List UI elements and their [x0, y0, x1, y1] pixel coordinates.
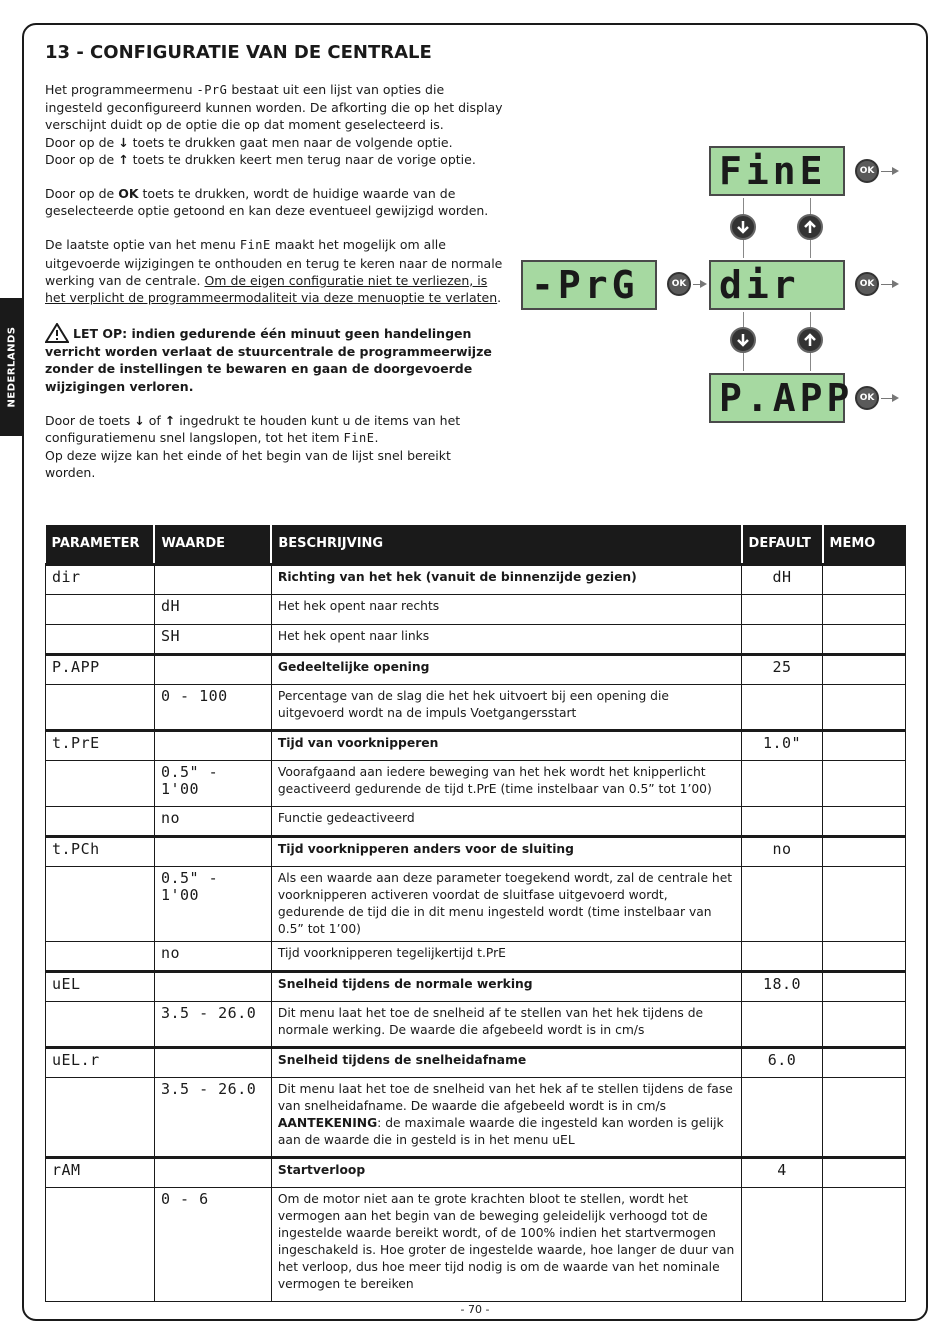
column-header-waarde: WAARDE [154, 525, 271, 564]
parameter-cell: dir [46, 564, 155, 594]
page-number: - 70 - [460, 1303, 490, 1316]
table-row [46, 1001, 906, 1047]
intro-paragraph-2 [45, 185, 505, 219]
column-header-default: DEFAULT [742, 525, 823, 564]
description-text: Voorafgaand aan iedere beweging van het hek wordt het knipperlicht geactiveerd gedurende de tijd t.PrE (time instelbaar van 0.5” tot 1’00) [277, 764, 712, 796]
description-cell [271, 760, 741, 806]
description-cell [271, 1187, 741, 1301]
parameter-cell: uEL.r [46, 1047, 155, 1077]
note-label: AANTEKENING [277, 1115, 378, 1130]
value-cell [154, 564, 271, 594]
memo-cell [823, 836, 906, 866]
table-row [46, 684, 906, 730]
table-row [46, 806, 906, 836]
default-cell [742, 624, 823, 654]
menu-code: FinE [239, 238, 271, 253]
memo-cell [823, 1187, 906, 1301]
table-row [46, 1077, 906, 1157]
table-row [46, 1157, 906, 1187]
memo-cell [823, 866, 906, 941]
description-cell [271, 564, 741, 594]
intro-text-fragment: toets te drukken, wordt de huidige waarde van de geselecteerde optie getoond en kan deze eventueel gewijzigd worden. [45, 186, 489, 219]
description-cell [271, 684, 741, 730]
intro-text-fragment: of [144, 412, 165, 428]
default-cell [742, 941, 823, 971]
description-text: Snelheid tijdens de snelheidafname [277, 1052, 527, 1067]
description-cell [271, 836, 741, 866]
arrow-up-icon: ↑ [164, 412, 176, 428]
memo-cell [823, 760, 906, 806]
description-text: Percentage van de slag die het hek uitvoert bij een opening die uitgevoerd wordt na de impuls Voetgangersstart [277, 688, 669, 720]
parameter-cell: P.APP [46, 654, 155, 684]
description-text: Het hek opent naar links [277, 628, 430, 643]
value-cell [154, 971, 271, 1001]
warning-text: LET OP: indien gedurende één minuut geen handelingen verricht worden verlaat de stuurcentrale de programmeerwijze zonder de instellingen te bewaren en gaan de doorgevoerde wijzigingen verloren. [45, 326, 492, 394]
value-cell [154, 654, 271, 684]
default-cell: 6.0 [742, 1047, 823, 1077]
default-cell: 1.0" [742, 730, 823, 760]
parameter-cell: rAM [46, 1157, 155, 1187]
description-text: Dit menu laat het toe de snelheid af te stellen van het hek tijdens de normale werking. De waarde die afgebeeld wordt is in cm/s [277, 1005, 704, 1037]
description-cell [271, 941, 741, 971]
memo-cell [823, 941, 906, 971]
parameter-cell [46, 760, 155, 806]
default-cell [742, 684, 823, 730]
parameter-cell [46, 1077, 155, 1157]
default-cell [742, 866, 823, 941]
ok-button-icon: OK [855, 386, 879, 410]
value-cell [154, 1157, 271, 1187]
memo-cell [823, 730, 906, 760]
description-text: Functie gedeactiveerd [277, 810, 415, 825]
description-cell [271, 1157, 741, 1187]
up-button-icon [797, 214, 823, 240]
intro-text-fragment: bestaat uit een lijst van opties die ingesteld geconfigureerd kunnen worden. De afkorting die op het display verschijnt duidt op de optie die op dat moment geselecteerd is. [45, 82, 503, 133]
lcd-display-papp: P.APP [709, 373, 845, 423]
note-text: : de maximale waarde die ingesteld kan worden is gelijk aan de waarde die in gesteld is in het menu uEL [277, 1115, 724, 1147]
ok-button-icon: OK [855, 159, 879, 183]
warning-paragraph [45, 323, 505, 395]
memo-cell [823, 624, 906, 654]
column-header-memo: MEMO [823, 525, 906, 564]
intro-text-fragment: toets te drukken gaat men naar de volgende optie. [128, 134, 453, 150]
value-cell: 0 - 6 [154, 1187, 271, 1301]
intro-text [45, 81, 505, 499]
parameter-table [45, 525, 906, 1302]
intro-text-fragment: ingedrukt te houden kunt u de items van het configuratiemenu snel langslopen, tot het item [45, 412, 461, 446]
intro-text-fragment: . [374, 430, 379, 446]
memo-cell [823, 594, 906, 624]
intro-text-fragment: Op deze wijze kan het einde of het begin van de lijst snel bereikt worden. [45, 448, 451, 481]
parameter-cell [46, 806, 155, 836]
value-cell: SH [154, 624, 271, 654]
arrow-down-icon: ↓ [134, 412, 145, 428]
description-text: Als een waarde aan deze parameter toegekend wordt, zal de centrale het voorknipperen activeren voordat de sluitfase uitgevoerd wordt, gedurende de tijd die in dit menu ingesteld wordt (time instelbaar van 0.5” tot 1’00) [277, 870, 733, 936]
memo-cell [823, 1001, 906, 1047]
table-row [46, 941, 906, 971]
value-cell: no [154, 941, 271, 971]
table-row [46, 971, 906, 1001]
table-header-row [46, 525, 906, 564]
value-cell: dH [154, 594, 271, 624]
value-cell: no [154, 806, 271, 836]
parameter-cell [46, 594, 155, 624]
description-text: Het hek opent naar rechts [277, 598, 440, 613]
lcd-display-prg: -PrG [521, 260, 657, 310]
description-text: Om de motor niet aan te grote krachten bloot te stellen, wordt het vermogen aan het begin van de beweging geleidelijk verhoogd tot de ingestelde waarde bereikt wordt, of de 100% indien het startvermogen ingeschakeld is. Hoe groter de ingestelde waarde, hoe langer de duur van het verloop, dus hoe meer tijd nodig is om de waarde van het nominale vermogen te bereiken [277, 1191, 735, 1291]
description-text: Tijd voorknipperen tegelijkertijd t.PrE [277, 945, 506, 960]
description-cell [271, 654, 741, 684]
description-text: Richting van het hek (vanuit de binnenzijde gezien) [277, 569, 637, 584]
ok-button-icon: OK [855, 272, 879, 296]
arrow-right-icon [892, 280, 899, 288]
page-title: 13 - CONFIGURATIE VAN DE CENTRALE [45, 42, 432, 63]
up-button-icon [797, 327, 823, 353]
table-row [46, 836, 906, 866]
intro-paragraph-5 [45, 412, 505, 482]
memo-cell [823, 564, 906, 594]
arrow-up-icon: ↑ [118, 151, 129, 167]
table-row [46, 594, 906, 624]
table-row [46, 730, 906, 760]
parameter-cell: uEL [46, 971, 155, 1001]
arrow-right-icon [700, 280, 707, 288]
description-cell [271, 1077, 741, 1157]
description-text: Tijd van voorknipperen [277, 735, 439, 750]
memo-cell [823, 1077, 906, 1157]
language-tab [0, 298, 24, 436]
arrow-right-icon [892, 167, 899, 175]
lcd-display-fine: FinE [709, 146, 845, 196]
description-text: Snelheid tijdens de normale werking [277, 976, 533, 991]
default-cell [742, 1187, 823, 1301]
arrow-down-icon: ↓ [118, 134, 129, 150]
column-header-parameter: PARAMETER [46, 525, 155, 564]
value-cell: 0.5" - 1'00 [154, 760, 271, 806]
intro-paragraph-3 [45, 236, 505, 306]
description-cell [271, 624, 741, 654]
description-cell [271, 730, 741, 760]
column-header-beschrijving: BESCHRIJVING [271, 525, 741, 564]
intro-text-fragment: Door op de [45, 134, 119, 150]
memo-cell [823, 1047, 906, 1077]
menu-code: FinE [343, 431, 375, 446]
value-cell: 3.5 - 26.0 [154, 1077, 271, 1157]
ok-key-label: OK [118, 186, 139, 202]
parameter-cell: t.PCh [46, 836, 155, 866]
arrow-right-icon [892, 394, 899, 402]
description-text: Tijd voorknipperen anders voor de sluiting [277, 841, 574, 856]
ok-button-icon: OK [667, 272, 691, 296]
down-button-icon [730, 327, 756, 353]
parameter-cell [46, 1001, 155, 1047]
memo-cell [823, 806, 906, 836]
parameter-cell [46, 941, 155, 971]
description-cell [271, 866, 741, 941]
description-cell [271, 971, 741, 1001]
memo-cell [823, 1157, 906, 1187]
description-cell [271, 806, 741, 836]
description-cell [271, 1047, 741, 1077]
intro-text-fragment: toets te drukken keert men terug naar de vorige optie. [128, 151, 476, 167]
parameter-cell: t.PrE [46, 730, 155, 760]
intro-text-fragment: Door op de [45, 186, 119, 202]
underlined-notice: Om de eigen configuratie niet te verliezen, is het verplicht de programmeermodaliteit via deze menuoptie te verlaten [45, 272, 498, 306]
intro-text-fragment: Het programmeermenu [45, 82, 197, 97]
table-row [46, 564, 906, 594]
parameter-cell [46, 684, 155, 730]
table-row [46, 1187, 906, 1301]
table-row [46, 760, 906, 806]
memo-cell [823, 684, 906, 730]
default-cell [742, 760, 823, 806]
intro-text-fragment: Door op de [45, 151, 119, 167]
value-cell [154, 836, 271, 866]
lcd-display-dir: dir [709, 260, 845, 310]
default-cell: 4 [742, 1157, 823, 1187]
intro-text-fragment: Door de toets [45, 412, 135, 428]
default-cell [742, 1001, 823, 1047]
parameter-cell [46, 1187, 155, 1301]
table-row [46, 624, 906, 654]
intro-text-fragment: . [497, 290, 502, 306]
default-cell [742, 806, 823, 836]
description-cell [271, 594, 741, 624]
down-button-icon [730, 214, 756, 240]
parameter-cell [46, 866, 155, 941]
description-cell [271, 1001, 741, 1047]
intro-text-fragment: De laatste optie van het menu [45, 237, 240, 253]
value-cell [154, 1047, 271, 1077]
description-text: Dit menu laat het toe de snelheid van het hek af te stellen tijdens de fase van snelheidafname. De waarde die afgebeeld wordt is in cm/s [277, 1081, 733, 1113]
intro-paragraph-1 [45, 81, 505, 168]
parameter-cell [46, 624, 155, 654]
table-row [46, 1047, 906, 1077]
default-cell [742, 594, 823, 624]
table-row [46, 654, 906, 684]
default-cell: 25 [742, 654, 823, 684]
value-cell: 0 - 100 [154, 684, 271, 730]
value-cell: 3.5 - 26.0 [154, 1001, 271, 1047]
default-cell: no [742, 836, 823, 866]
menu-code: -PrG [196, 83, 228, 97]
value-cell: 0.5" - 1'00 [154, 866, 271, 941]
description-text: Startverloop [277, 1162, 366, 1177]
default-cell: 18.0 [742, 971, 823, 1001]
default-cell [742, 1077, 823, 1157]
default-cell: dH [742, 564, 823, 594]
memo-cell [823, 971, 906, 1001]
warning-icon [45, 323, 69, 343]
description-text: Gedeeltelijke opening [277, 659, 430, 674]
table-row [46, 866, 906, 941]
intro-text-fragment: maakt het mogelijk om alle uitgevoerde wijzigingen te onthouden en terug te keren naar de normale werking van de centrale. [45, 237, 503, 288]
language-tab-label: NEDERLANDS [6, 326, 18, 408]
value-cell [154, 730, 271, 760]
memo-cell [823, 654, 906, 684]
